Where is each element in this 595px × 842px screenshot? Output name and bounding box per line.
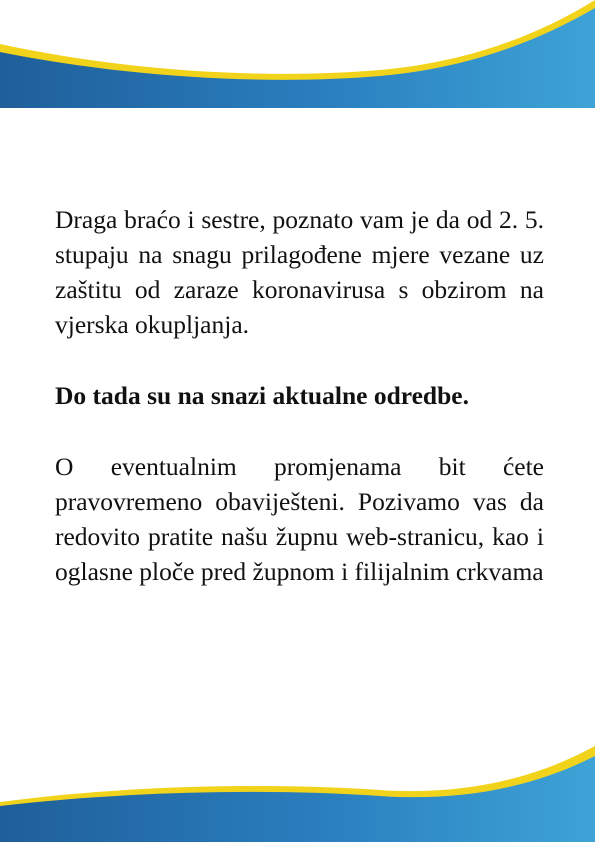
document-body (55, 202, 544, 589)
bottom-wave-decoration (0, 746, 595, 842)
top-wave-blue (0, 8, 595, 108)
paragraph-intro: Draga braćo i sestre, poznato vam je da od 2. 5. stupaju na snagu prilagođene mjere vezane uz zaštitu od zaraze koronavirusa s obzirom na vjerska okupljanja. (55, 205, 544, 339)
paragraph-updates: O eventualnim promjenama bit ćete pravovremeno obaviješteni. Pozivamo vas da redovito pratite našu župnu web-stranicu, kao i oglasne ploče pred župnom i filijalnim crkvama (55, 452, 544, 586)
top-wave-decoration (0, 0, 595, 108)
paragraph-bold-notice: Do tada su na snazi aktualne odredbe. (55, 381, 469, 410)
bottom-wave-blue (0, 756, 595, 842)
